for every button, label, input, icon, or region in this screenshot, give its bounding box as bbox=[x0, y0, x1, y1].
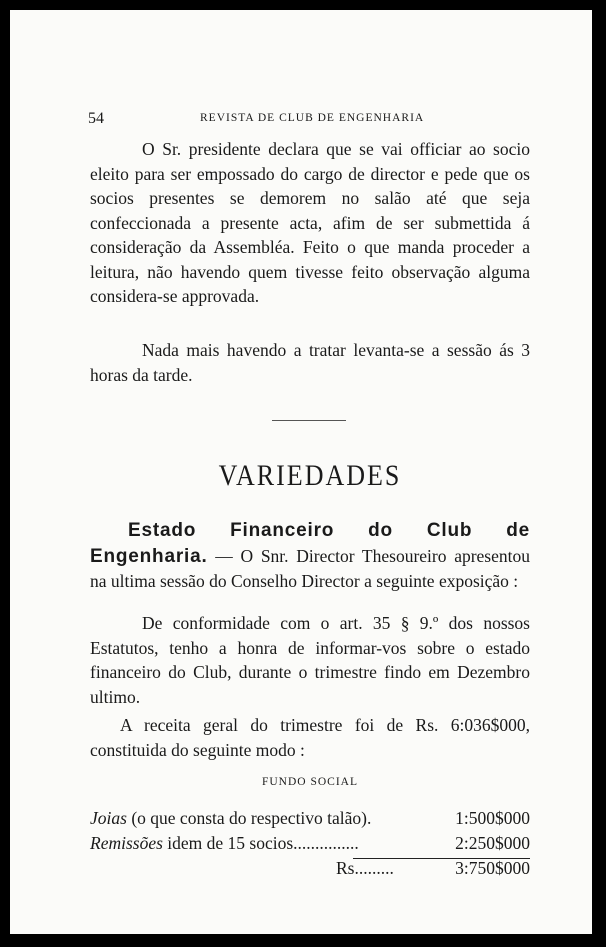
ledger-row-detail: (o que consta do respectivo talão). bbox=[126, 808, 372, 828]
ledger-row-description bbox=[90, 833, 359, 854]
financial-intro-paragraph bbox=[90, 518, 530, 594]
article-title: Estado Financeiro do Club de Engenharia. bbox=[90, 520, 530, 567]
ledger-row-amount: 1:500$000 bbox=[455, 808, 530, 828]
ledger-total-row bbox=[90, 858, 530, 882]
section-title: VARIEDADES bbox=[218, 458, 402, 493]
fund-heading: FUNDO SOCIAL bbox=[261, 776, 359, 788]
page-header bbox=[88, 108, 540, 130]
ledger-row bbox=[90, 808, 530, 832]
statutes-paragraph: De conformidade com o art. 35 § 9.º dos nossos Estatutos, tenho a honra de informar-vos sobre o estado financeiro do Club, durante o trimestre findo em Dezembro ultimo. bbox=[90, 613, 530, 707]
page-number: 54 bbox=[88, 110, 104, 127]
article-intro-text: — O Snr. Director Thesoureiro apresentou na ultima sessão do Conselho Director a seguinte exposição : bbox=[90, 545, 530, 591]
ledger-total-amount: 3:750$000 bbox=[455, 858, 530, 878]
revenue-paragraph: A receita geral do trimestre foi de Rs. 6:036$000, constituida do seguinte modo : bbox=[90, 715, 530, 760]
document-page bbox=[10, 10, 592, 934]
ledger-row-amount: 2:250$000 bbox=[455, 833, 530, 853]
ledger-row-label: Joias bbox=[90, 808, 127, 828]
ledger-row-label: Remissões bbox=[90, 833, 163, 853]
ledger-total-label: Rs......... bbox=[336, 858, 394, 878]
ledger-row-description bbox=[90, 808, 371, 829]
running-title: REVISTA DE CLUB DE ENGENHARIA bbox=[200, 112, 425, 124]
ledger-row bbox=[90, 833, 530, 857]
section-divider bbox=[272, 420, 346, 421]
minutes-paragraph-1: O Sr. presidente declara que se vai officiar ao socio eleito para ser empossado do cargo de director e pede que os socios presentes se demorem no salão até que seja confeccionada a presente acta, afim de ser submettida á consideração da Assembléa. Feito o que manda proceder a leitura, não havendo quem tivesse feito observação alguma considera-se approvada. bbox=[90, 139, 530, 306]
ledger-row-detail: idem de 15 socios............... bbox=[162, 833, 359, 853]
minutes-paragraph-2: Nada mais havendo a tratar levanta-se a sessão ás 3 horas da tarde. bbox=[90, 340, 530, 385]
